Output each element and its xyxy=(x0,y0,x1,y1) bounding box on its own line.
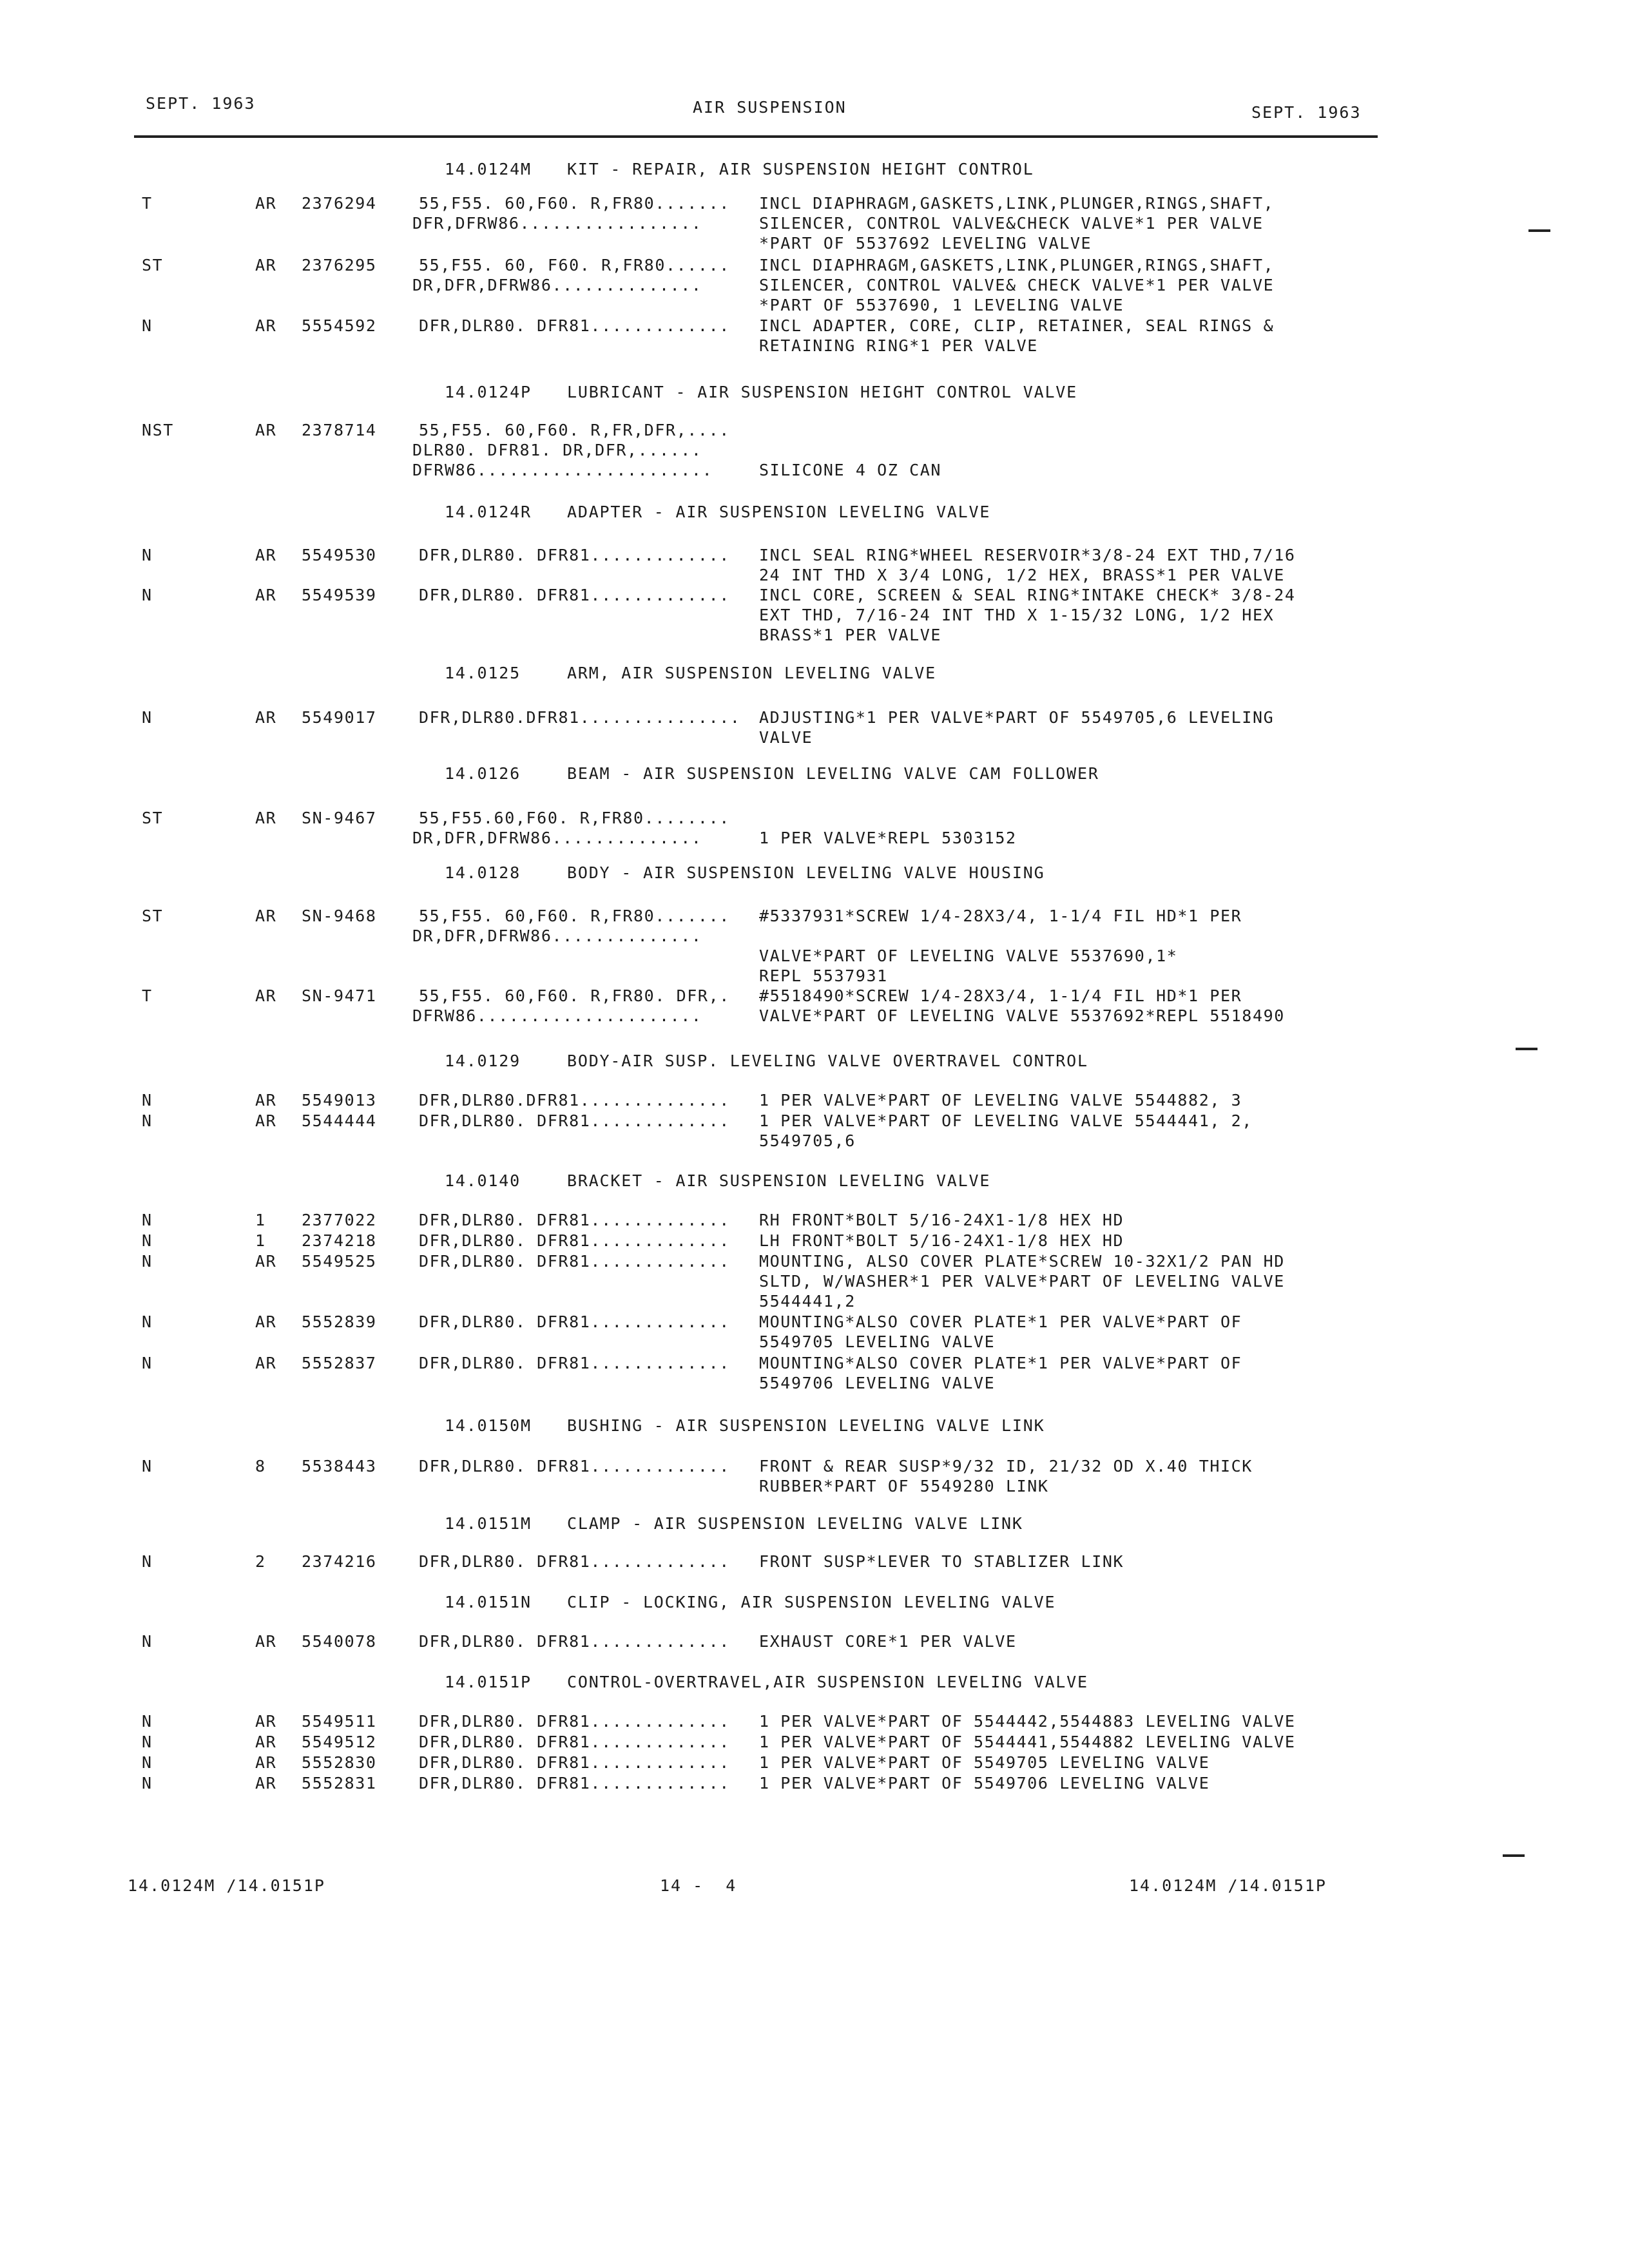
quantity: 1 xyxy=(255,1231,266,1250)
part-number: 5549539 xyxy=(302,586,377,604)
usage-code: N xyxy=(142,1457,153,1475)
part-number: 5549530 xyxy=(302,546,377,564)
usage-code: N xyxy=(142,1552,153,1571)
section-heading xyxy=(445,764,1099,783)
part-description: 1 PER VALVE*PART OF LEVELING VALVE 5544882, 3 xyxy=(759,1091,1242,1110)
part-description: FRONT & REAR SUSP*9/32 ID, 21/32 OD X.40 THICK xyxy=(759,1457,1253,1475)
part-description: SILICONE 4 OZ CAN xyxy=(759,461,942,479)
part-description: SILENCER, CONTROL VALVE& CHECK VALVE*1 PER VALVE xyxy=(759,276,1275,294)
quantity: AR xyxy=(255,1733,277,1751)
part-description: LH FRONT*BOLT 5/16-24X1-1/8 HEX HD xyxy=(759,1231,1124,1250)
section-number: 14.0140 xyxy=(445,1171,521,1190)
model-applicability: 55,F55.60,F60. R,FR80........ xyxy=(419,809,730,827)
usage-code: NST xyxy=(142,421,174,439)
section-title: LUBRICANT - AIR SUSPENSION HEIGHT CONTROL VALVE xyxy=(567,383,1078,401)
usage-code: N xyxy=(142,1312,153,1331)
usage-code: N xyxy=(142,546,153,564)
model-applicability: DFR,DLR80. DFR81............. xyxy=(419,1552,730,1571)
section-heading xyxy=(445,1171,990,1190)
part-description: VALVE*PART OF LEVELING VALVE 5537692*REPL 5518490 xyxy=(759,1006,1285,1025)
footer-range-left: 14.0124M /14.0151P xyxy=(128,1876,325,1895)
quantity: AR xyxy=(255,907,277,925)
part-number: 2376294 xyxy=(302,194,377,213)
part-description: FRONT SUSP*LEVER TO STABLIZER LINK xyxy=(759,1552,1124,1571)
part-description: EXHAUST CORE*1 PER VALVE xyxy=(759,1632,1017,1651)
section-title: BRACKET - AIR SUSPENSION LEVELING VALVE xyxy=(567,1171,991,1190)
usage-code: ST xyxy=(142,809,164,827)
part-number: 2377022 xyxy=(302,1211,377,1229)
model-applicability: 55,F55. 60,F60. R,FR80....... xyxy=(419,907,730,925)
section-heading xyxy=(445,1416,1045,1435)
part-description: INCL DIAPHRAGM,GASKETS,LINK,PLUNGER,RINGS,SHAFT, xyxy=(759,194,1275,213)
part-description: VALVE xyxy=(759,728,813,747)
part-number: 5549525 xyxy=(302,1252,377,1271)
model-applicability: DFR,DLR80. DFR81............. xyxy=(419,316,730,335)
part-description: RH FRONT*BOLT 5/16-24X1-1/8 HEX HD xyxy=(759,1211,1124,1229)
model-applicability: DLR80. DFR81. DR,DFR,...... xyxy=(412,441,702,459)
section-heading xyxy=(445,160,1034,178)
quantity: AR xyxy=(255,986,277,1005)
section-heading xyxy=(445,1052,1088,1070)
section-title: KIT - REPAIR, AIR SUSPENSION HEIGHT CONTROL xyxy=(567,160,1034,178)
model-applicability: 55,F55. 60,F60. R,FR80....... xyxy=(419,194,730,213)
usage-code: N xyxy=(142,1712,153,1731)
part-description: *PART OF 5537690, 1 LEVELING VALVE xyxy=(759,296,1124,314)
model-applicability: 55,F55. 60,F60. R,FR80. DFR,. xyxy=(419,986,730,1005)
usage-code: ST xyxy=(142,907,164,925)
section-number: 14.0124M xyxy=(445,160,532,178)
section-number: 14.0124P xyxy=(445,383,532,401)
section-heading xyxy=(445,664,936,682)
section-number: 14.0125 xyxy=(445,664,521,682)
margin-mark xyxy=(1528,229,1550,232)
usage-code: N xyxy=(142,1354,153,1372)
part-number: 5549013 xyxy=(302,1091,377,1110)
part-number: 5552839 xyxy=(302,1312,377,1331)
model-applicability: DFR,DLR80. DFR81............. xyxy=(419,1712,730,1731)
section-title: BUSHING - AIR SUSPENSION LEVELING VALVE LINK xyxy=(567,1416,1045,1435)
part-description: EXT THD, 7/16-24 INT THD X 1-15/32 LONG, 1/2 HEX xyxy=(759,606,1275,624)
quantity: AR xyxy=(255,708,277,727)
quantity: AR xyxy=(255,316,277,335)
model-applicability: DFR,DLR80. DFR81............. xyxy=(419,1774,730,1792)
quantity: AR xyxy=(255,1632,277,1651)
section-title: CONTROL-OVERTRAVEL,AIR SUSPENSION LEVELING VALVE xyxy=(567,1673,1088,1691)
section-title: BODY - AIR SUSPENSION LEVELING VALVE HOUSING xyxy=(567,863,1045,882)
part-description: MOUNTING*ALSO COVER PLATE*1 PER VALVE*PART OF xyxy=(759,1312,1242,1331)
usage-code: N xyxy=(142,1211,153,1229)
quantity: AR xyxy=(255,546,277,564)
usage-code: N xyxy=(142,1733,153,1751)
part-number: 5552837 xyxy=(302,1354,377,1372)
part-description: 5549705,6 xyxy=(759,1131,856,1150)
part-description: INCL ADAPTER, CORE, CLIP, RETAINER, SEAL RINGS & xyxy=(759,316,1275,335)
model-applicability: DFR,DLR80.DFR81............... xyxy=(419,708,741,727)
quantity: AR xyxy=(255,1712,277,1731)
part-description: MOUNTING, ALSO COVER PLATE*SCREW 10-32X1/2 PAN HD xyxy=(759,1252,1285,1271)
section-title: ADAPTER - AIR SUSPENSION LEVELING VALVE xyxy=(567,503,991,521)
section-number: 14.0150M xyxy=(445,1416,532,1435)
quantity: AR xyxy=(255,194,277,213)
section-heading xyxy=(445,1514,1023,1533)
part-description: 24 INT THD X 3/4 LONG, 1/2 HEX, BRASS*1 PER VALVE xyxy=(759,566,1285,584)
quantity: AR xyxy=(255,256,277,274)
quantity: AR xyxy=(255,1252,277,1271)
model-applicability: 55,F55. 60, F60. R,FR80...... xyxy=(419,256,730,274)
quantity: 2 xyxy=(255,1552,266,1571)
usage-code: N xyxy=(142,1091,153,1110)
part-number: SN-9471 xyxy=(302,986,377,1005)
section-title: ARM, AIR SUSPENSION LEVELING VALVE xyxy=(567,664,936,682)
model-applicability: DFR,DLR80. DFR81............. xyxy=(419,1733,730,1751)
section-number: 14.0151N xyxy=(445,1593,532,1611)
part-description: 1 PER VALVE*REPL 5303152 xyxy=(759,829,1017,847)
part-description: INCL CORE, SCREEN & SEAL RING*INTAKE CHECK* 3/8-24 xyxy=(759,586,1296,604)
usage-code: N xyxy=(142,1252,153,1271)
usage-code: N xyxy=(142,708,153,727)
model-applicability: 55,F55. 60,F60. R,FR,DFR,.... xyxy=(419,421,730,439)
quantity: AR xyxy=(255,1091,277,1110)
part-number: 2374218 xyxy=(302,1231,377,1250)
header-date-left: SEPT. 1963 xyxy=(146,94,256,113)
model-applicability: DFRW86..................... xyxy=(412,1006,702,1025)
model-applicability: DR,DFR,DFRW86.............. xyxy=(412,276,702,294)
section-number: 14.0124R xyxy=(445,503,532,521)
quantity: 8 xyxy=(255,1457,266,1475)
model-applicability: DFR,DLR80.DFR81.............. xyxy=(419,1091,730,1110)
model-applicability: DR,DFR,DFRW86.............. xyxy=(412,829,702,847)
part-description: RETAINING RING*1 PER VALVE xyxy=(759,336,1038,355)
part-description: 5544441,2 xyxy=(759,1292,856,1311)
section-title: BEAM - AIR SUSPENSION LEVELING VALVE CAM FOLLOWER xyxy=(567,764,1099,783)
model-applicability: DFR,DLR80. DFR81............. xyxy=(419,1231,730,1250)
part-number: 5549017 xyxy=(302,708,377,727)
section-heading xyxy=(445,863,1045,882)
model-applicability: DFR,DLR80. DFR81............. xyxy=(419,1211,730,1229)
header-title: AIR SUSPENSION xyxy=(693,98,847,117)
section-number: 14.0126 xyxy=(445,764,521,783)
model-applicability: DFR,DLR80. DFR81............. xyxy=(419,546,730,564)
usage-code: N xyxy=(142,1231,153,1250)
part-description: ADJUSTING*1 PER VALVE*PART OF 5549705,6 LEVELING xyxy=(759,708,1275,727)
usage-code: N xyxy=(142,1774,153,1792)
part-description: 5549705 LEVELING VALVE xyxy=(759,1332,996,1351)
part-number: 2376295 xyxy=(302,256,377,274)
usage-code: N xyxy=(142,316,153,335)
header-rule xyxy=(134,135,1378,138)
part-description: #5518490*SCREW 1/4-28X3/4, 1-1/4 FIL HD*1 PER xyxy=(759,986,1242,1005)
model-applicability: DFR,DLR80. DFR81............. xyxy=(419,1753,730,1772)
section-number: 14.0151M xyxy=(445,1514,532,1533)
quantity: AR xyxy=(255,421,277,439)
usage-code: N xyxy=(142,586,153,604)
model-applicability: DR,DFR,DFRW86.............. xyxy=(412,927,702,945)
part-description: 1 PER VALVE*PART OF LEVELING VALVE 5544441, 2, xyxy=(759,1111,1253,1130)
quantity: AR xyxy=(255,1354,277,1372)
part-description: #5337931*SCREW 1/4-28X3/4, 1-1/4 FIL HD*1 PER xyxy=(759,907,1242,925)
part-description: SILENCER, CONTROL VALVE&CHECK VALVE*1 PER VALVE xyxy=(759,214,1264,233)
part-description: BRASS*1 PER VALVE xyxy=(759,626,942,644)
part-number: 5554592 xyxy=(302,316,377,335)
model-applicability: DFRW86...................... xyxy=(412,461,713,479)
part-description: RUBBER*PART OF 5549280 LINK xyxy=(759,1477,1049,1495)
model-applicability: DFR,DLR80. DFR81............. xyxy=(419,1312,730,1331)
part-description: 1 PER VALVE*PART OF 5549706 LEVELING VALVE xyxy=(759,1774,1210,1792)
header-date-right: SEPT. 1963 xyxy=(1251,103,1362,122)
part-description: INCL DIAPHRAGM,GASKETS,LINK,PLUNGER,RINGS,SHAFT, xyxy=(759,256,1275,274)
usage-code: N xyxy=(142,1111,153,1130)
part-description: *PART OF 5537692 LEVELING VALVE xyxy=(759,234,1092,253)
footer-page-number: 14 - 4 xyxy=(660,1876,737,1895)
model-applicability: DFR,DLR80. DFR81............. xyxy=(419,1457,730,1475)
part-number: 5552830 xyxy=(302,1753,377,1772)
margin-mark xyxy=(1516,1048,1537,1050)
part-description: VALVE*PART OF LEVELING VALVE 5537690,1* xyxy=(759,947,1178,965)
part-number: 2378714 xyxy=(302,421,377,439)
quantity: AR xyxy=(255,1774,277,1792)
part-description: MOUNTING*ALSO COVER PLATE*1 PER VALVE*PART OF xyxy=(759,1354,1242,1372)
model-applicability: DFR,DLR80. DFR81............. xyxy=(419,1354,730,1372)
model-applicability: DFR,DLR80. DFR81............. xyxy=(419,1252,730,1271)
section-title: CLIP - LOCKING, AIR SUSPENSION LEVELING VALVE xyxy=(567,1593,1056,1611)
section-heading xyxy=(445,1593,1055,1611)
part-number: 5549511 xyxy=(302,1712,377,1731)
part-number: 5540078 xyxy=(302,1632,377,1651)
section-heading xyxy=(445,383,1077,401)
section-title: CLAMP - AIR SUSPENSION LEVELING VALVE LINK xyxy=(567,1514,1023,1533)
part-number: SN-9468 xyxy=(302,907,377,925)
part-number: 5544444 xyxy=(302,1111,377,1130)
quantity: AR xyxy=(255,809,277,827)
quantity: AR xyxy=(255,1753,277,1772)
section-number: 14.0151P xyxy=(445,1673,532,1691)
model-applicability: DFR,DLR80. DFR81............. xyxy=(419,586,730,604)
usage-code: T xyxy=(142,194,153,213)
usage-code: N xyxy=(142,1753,153,1772)
part-description: 1 PER VALVE*PART OF 5544442,5544883 LEVELING VALVE xyxy=(759,1712,1296,1731)
part-description: 1 PER VALVE*PART OF 5549705 LEVELING VALVE xyxy=(759,1753,1210,1772)
quantity: AR xyxy=(255,586,277,604)
part-description: INCL SEAL RING*WHEEL RESERVOIR*3/8-24 EXT THD,7/16 xyxy=(759,546,1296,564)
section-title: BODY-AIR SUSP. LEVELING VALVE OVERTRAVEL CONTROL xyxy=(567,1052,1088,1070)
part-description: SLTD, W/WASHER*1 PER VALVE*PART OF LEVELING VALVE xyxy=(759,1272,1285,1291)
part-number: 5552831 xyxy=(302,1774,377,1792)
usage-code: T xyxy=(142,986,153,1005)
section-heading xyxy=(445,1673,1088,1691)
model-applicability: DFR,DFRW86................. xyxy=(412,214,702,233)
quantity: AR xyxy=(255,1312,277,1331)
section-number: 14.0128 xyxy=(445,863,521,882)
usage-code: N xyxy=(142,1632,153,1651)
model-applicability: DFR,DLR80. DFR81............. xyxy=(419,1111,730,1130)
part-description: REPL 5537931 xyxy=(759,966,888,985)
footer-range-right: 14.0124M /14.0151P xyxy=(1129,1876,1327,1895)
part-number: 5549512 xyxy=(302,1733,377,1751)
part-number: SN-9467 xyxy=(302,809,377,827)
section-heading xyxy=(445,503,990,521)
part-description: 1 PER VALVE*PART OF 5544441,5544882 LEVELING VALVE xyxy=(759,1733,1296,1751)
part-description: 5549706 LEVELING VALVE xyxy=(759,1374,996,1392)
usage-code: ST xyxy=(142,256,164,274)
margin-mark xyxy=(1503,1854,1525,1857)
part-number: 5538443 xyxy=(302,1457,377,1475)
section-number: 14.0129 xyxy=(445,1052,521,1070)
model-applicability: DFR,DLR80. DFR81............. xyxy=(419,1632,730,1651)
quantity: AR xyxy=(255,1111,277,1130)
part-number: 2374216 xyxy=(302,1552,377,1571)
quantity: 1 xyxy=(255,1211,266,1229)
